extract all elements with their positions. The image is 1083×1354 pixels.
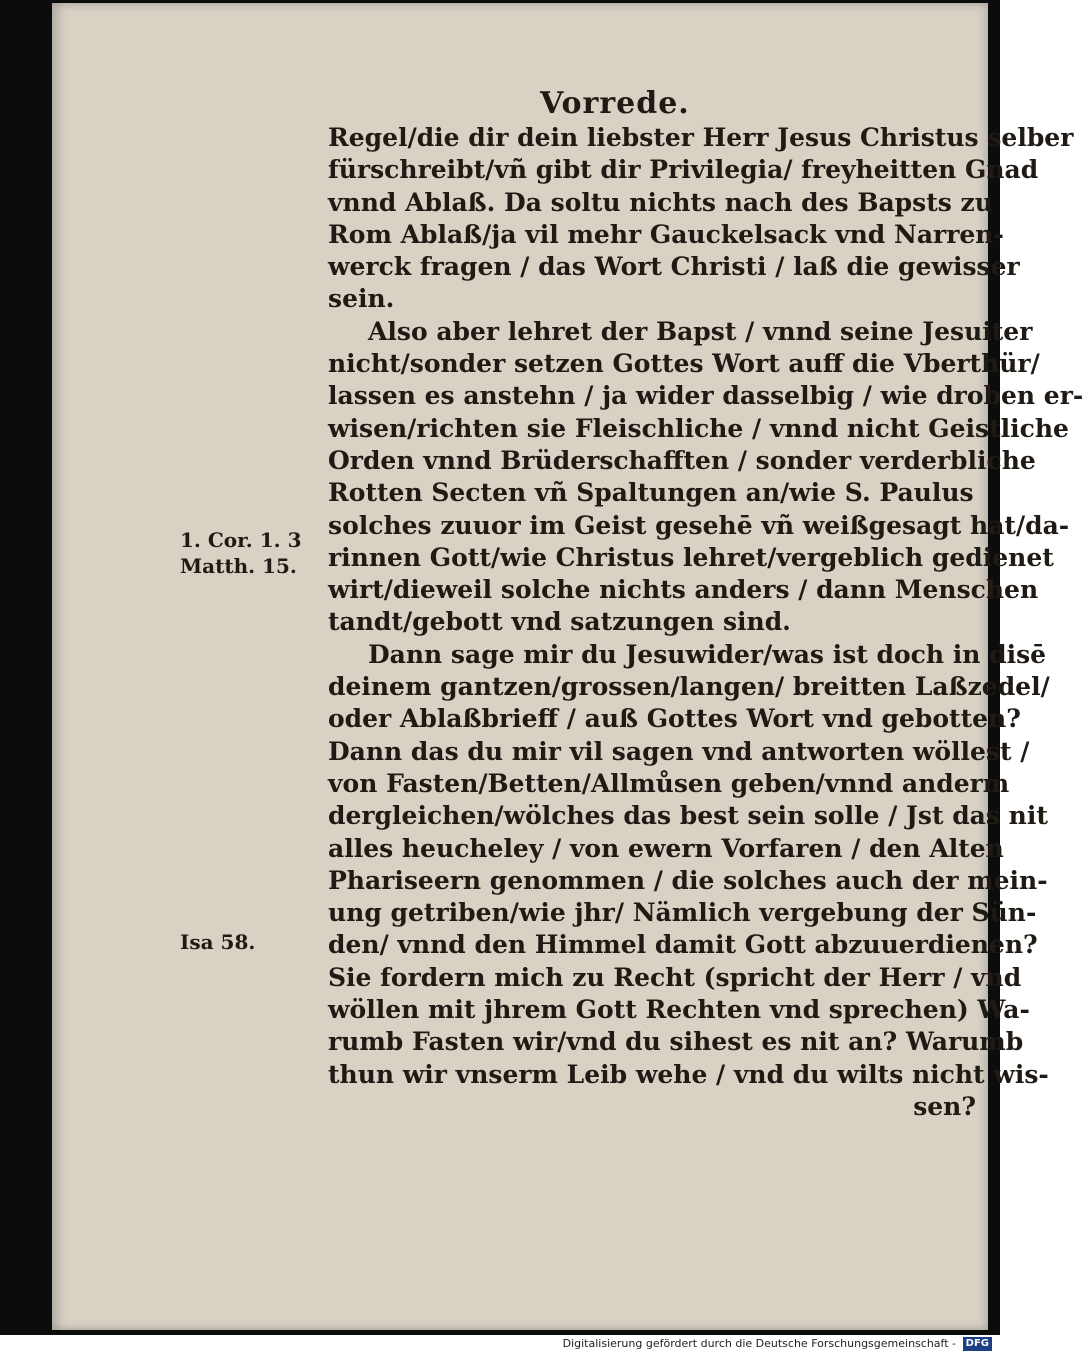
text-line: rinnen Gott/wie Christus lehret/vergeblich gedienet [328, 542, 1054, 572]
text-line: thun wir vnserm Leib wehe / vnd du wilts nicht wis- [328, 1059, 1049, 1089]
text-line: dergleichen/wölches das best sein solle / Jst das nit [328, 801, 1048, 831]
text-line: fürschreibt/vñ gibt dir Privilegia/ freyheitten Gnad [328, 155, 1039, 185]
text-line: wirt/dieweil solche nichts anders / dann Menschen [328, 575, 1039, 605]
text-line: Orden vnnd Brüderschafften / sonder verderbliche [328, 445, 1036, 475]
text-line: deinem gantzen/grossen/langen/ breitten Laßzedel/ [328, 672, 1050, 702]
text-line: wisen/richten sie Fleischliche / vnnd nicht Geistliche [328, 413, 1069, 443]
footer-bar [0, 1335, 1000, 1354]
text-line: von Fasten/Betten/Allmůsen geben/vnnd anderm [328, 768, 1010, 798]
margin-note: Isa 58. [180, 930, 256, 954]
text-line: solches zuuor im Geist gesehē vñ weißgesagt hat/da- [328, 510, 1070, 540]
text-line: Also aber lehret der Bapst / vnnd seine Jesuiter [368, 316, 1033, 346]
text-line: Rotten Secten vñ Spaltungen an/wie S. Paulus [328, 478, 974, 508]
text-line: werck fragen / das Wort Christi / laß die gewisser [328, 252, 1020, 282]
text-line: den/ vnnd den Himmel damit Gott abzuuerdienen? [328, 930, 1038, 960]
text-line: wöllen mit jhrem Gott Rechten vnd sprechen) Wa- [328, 995, 1030, 1025]
text-line: Sie fordern mich zu Recht (spricht der Herr / vnd [328, 962, 1022, 992]
text-line: lassen es anstehn / ja wider dasselbig / wie droben er- [328, 381, 1083, 411]
text-line: tandt/gebott vnd satzungen sind. [328, 607, 791, 637]
dfg-logo: DFG [963, 1337, 992, 1351]
margin-note: Matth. 15. [180, 554, 297, 578]
text-line: sein. [328, 284, 395, 314]
text-line: sen? [913, 1091, 976, 1121]
body-text [328, 122, 1083, 1123]
text-line: rumb Fasten wir/vnd du sihest es nit an? Warumb [328, 1027, 1024, 1057]
text-line: Regel/die dir dein liebster Herr Jesus Christus selber [328, 123, 1074, 152]
running-header: Vorrede. [540, 86, 690, 121]
text-line: vnnd Ablaß. Da soltu nichts nach des Bapsts zu [328, 187, 993, 217]
text-line: Dann sage mir du Jesuwider/was ist doch in disē [368, 639, 1047, 669]
margin-note: 1. Cor. 1. 3 [180, 528, 302, 552]
text-line: nicht/sonder setzen Gottes Wort auff die Vberthür/ [328, 349, 1040, 379]
text-line: alles heucheley / von ewern Vorfaren / den Alten [328, 833, 1004, 863]
text-line: Rom Ablaß/ja vil mehr Gauckelsack vnd Narren- [328, 219, 1004, 249]
funding-credit: Digitalisierung gefördert durch die Deutsche Forschungsgemeinschaft - [562, 1337, 956, 1350]
text-line: Dann das du mir vil sagen vnd antworten wöllest / [328, 736, 1030, 766]
text-line: ung getriben/wie jhr/ Nämlich vergebung der Sün- [328, 898, 1037, 928]
text-line: oder Ablaßbrieff / auß Gottes Wort vnd gebotten? [328, 704, 1021, 734]
text-line: Phariseern genommen / die solches auch der mein- [328, 865, 1048, 895]
